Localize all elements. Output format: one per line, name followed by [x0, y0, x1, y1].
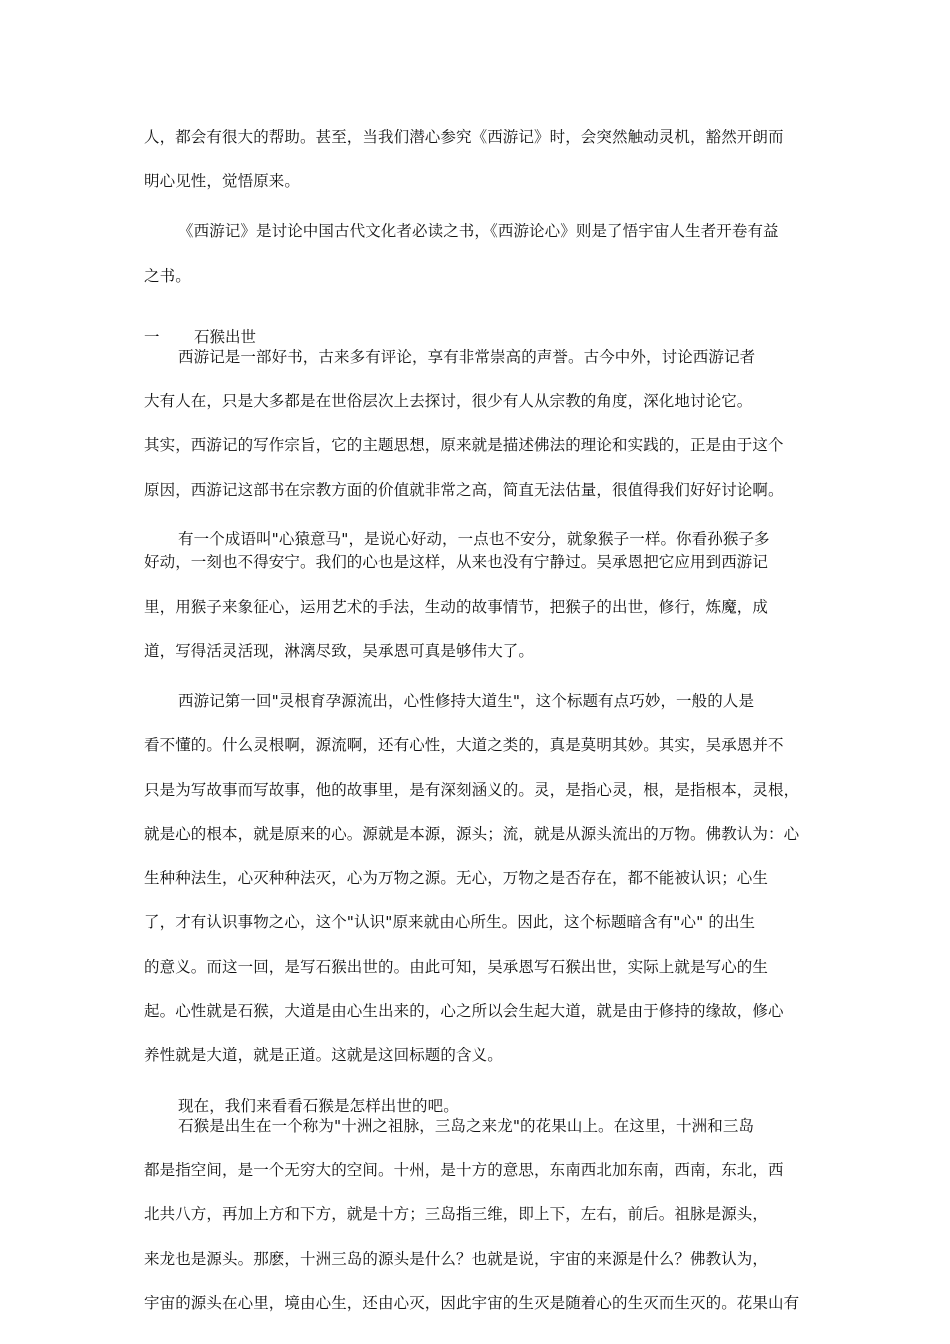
text-line: 看不懂的。什么灵根啊，源流啊，还有心性，大道之类的，真是莫明其妙。其实，吴承恩并不	[144, 736, 784, 754]
chapter-number: 一	[144, 328, 160, 346]
text-line: 西游记第一回"灵根育孕源流出，心性修持大道生"，这个标题有点巧妙，一般的人是	[178, 692, 755, 710]
text-line: 原因，西游记这部书在宗教方面的价值就非常之高，简直无法估量，很值得我们好好讨论啊。	[144, 481, 784, 499]
text-line: 养性就是大道，就是正道。这就是这回标题的含义。	[144, 1046, 503, 1064]
text-line: 北共八方，再加上方和下方，就是十方；三岛指三维，即上下，左右，前后。祖脉是源头，	[144, 1205, 769, 1223]
text-line: 有一个成语叫"心猿意马"，是说心好动，一点也不安分，就象猴子一样。你看孙猴子多	[178, 530, 770, 548]
text-line: 道，写得活灵活现，淋漓尽致，吴承恩可真是够伟大了。	[144, 642, 535, 660]
text-line: 都是指空间，是一个无穷大的空间。十州，是十方的意思，东南西北加东南，西南，东北，西	[144, 1161, 784, 1179]
text-line: 生种种法生，心灭种种法灭，心为万物之源。无心，万物之是否存在，都不能被认识；心生	[144, 869, 769, 887]
text-line: 之书。	[144, 267, 191, 285]
text-line: 的意义。而这一回，是写石猴出世的。由此可知，吴承恩写石猴出世，实际上就是写心的生	[144, 958, 769, 976]
text-line: 只是为写故事而写故事，他的故事里，是有深刻涵义的。灵，是指心灵，根，是指根本，灵根，	[144, 781, 800, 799]
chapter-title: 石猴出世	[194, 328, 257, 346]
text-line: 宇宙的源头在心里，境由心生，还由心灭，因此宇宙的生灭是随着心的生灭而生灭的。花果山有	[144, 1294, 800, 1312]
text-line: 明心见性，觉悟原来。	[144, 172, 301, 190]
text-line: 现在，我们来看看石猴是怎样出世的吧。	[178, 1097, 459, 1115]
text-line: 《西游记》是讨论中国古代文化者必读之书，《西游论心》则是了悟宇宙人生者开卷有益	[178, 222, 779, 240]
text-line: 石猴是出生在一个称为"十洲之祖脉，三岛之来龙"的花果山上。在这里，十洲和三岛	[178, 1117, 755, 1135]
text-line: 里，用猴子来象征心，运用艺术的手法，生动的故事情节，把猴子的出世，修行，炼魔，成	[144, 598, 769, 616]
text-line: 其实，西游记的写作宗旨，它的主题思想，原来就是描述佛法的理论和实践的，正是由于这个	[144, 436, 784, 454]
text-line: 好动，一刻也不得安宁。我们的心也是这样，从来也没有宁静过。吴承恩把它应用到西游记	[144, 553, 769, 571]
text-line: 起。心性就是石猴，大道是由心生出来的，心之所以会生起大道，就是由于修持的缘故，修心	[144, 1002, 784, 1020]
text-line: 人，都会有很大的帮助。甚至，当我们潜心参究《西游记》时，会突然触动灵机，豁然开朗而	[144, 128, 784, 146]
text-line: 西游记是一部好书，古来多有评论，享有非常崇高的声誉。古今中外，讨论西游记者	[178, 348, 756, 366]
text-line: 大有人在，只是大多都是在世俗层次上去探讨，很少有人从宗教的角度，深化地讨论它。	[144, 392, 753, 410]
text-line: 来龙也是源头。那麽，十洲三岛的源头是什么？也就是说，宇宙的来源是什么？佛教认为，	[144, 1250, 769, 1268]
text-line: 就是心的根本，就是原来的心。源就是本源，源头；流，就是从源头流出的万物。佛教认为：心	[144, 825, 800, 843]
text-line: 了，才有认识事物之心，这个"认识"原来就由心所生。因此，这个标题暗含有"心" 的出生	[144, 913, 756, 931]
